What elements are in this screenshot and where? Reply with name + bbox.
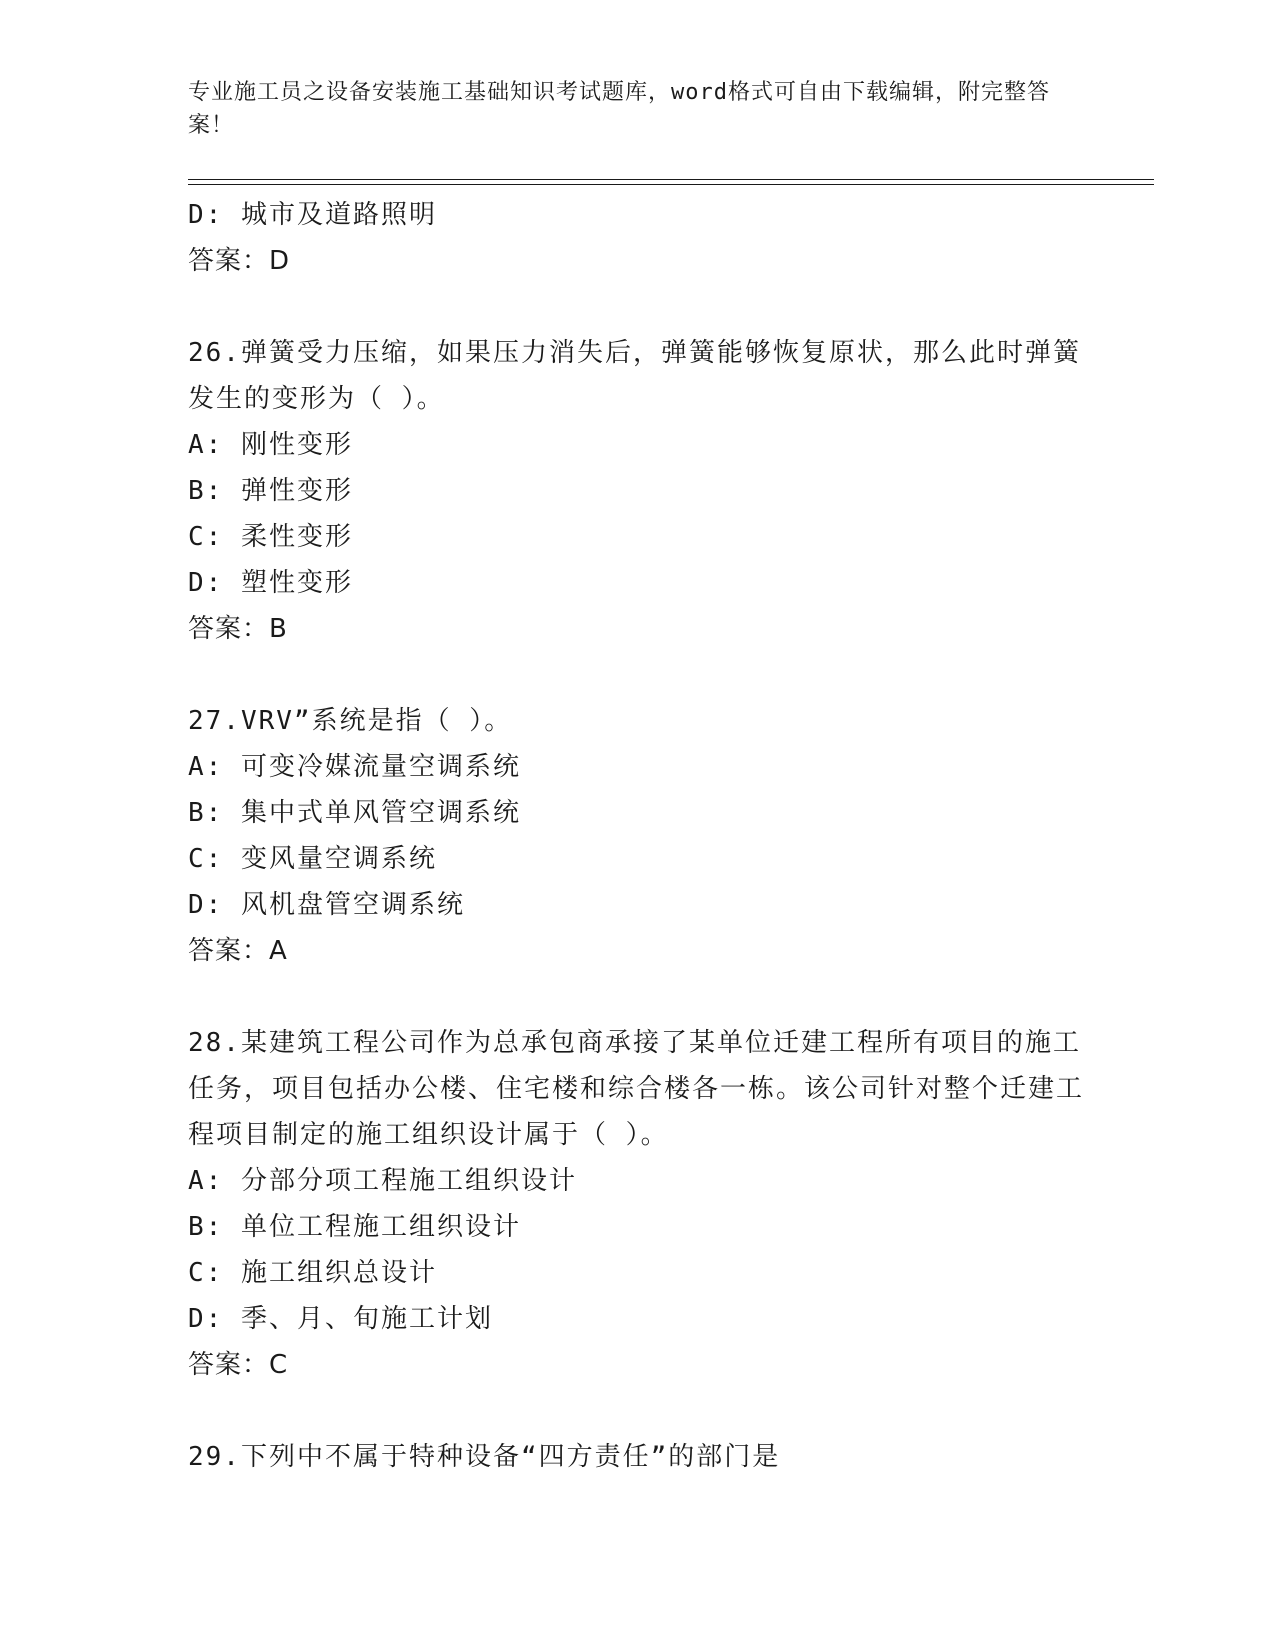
question-stem: 29.下列中不属于特种设备“四方责任”的部门是 bbox=[188, 1442, 781, 1472]
question-stem: 26.弹簧受力压缩，如果压力消失后，弹簧能够恢复原状，那么此时弹簧发生的变形为（ ）。 bbox=[188, 338, 1081, 414]
question-list bbox=[188, 192, 1088, 1480]
question-item bbox=[188, 1020, 1088, 1388]
answer-line: 答案：B bbox=[188, 614, 288, 644]
spacer bbox=[188, 284, 1088, 330]
option-c: C: 变风量空调系统 bbox=[188, 844, 437, 874]
option-a: A: 可变冷媒流量空调系统 bbox=[188, 752, 521, 782]
question-item bbox=[188, 1434, 1088, 1480]
question-item bbox=[188, 330, 1088, 652]
document-header: 专业施工员之设备安装施工基础知识考试题库，word格式可自由下载编辑，附完整答案！ bbox=[188, 80, 1050, 138]
option-d: D: 风机盘管空调系统 bbox=[188, 890, 465, 920]
option-b: B: 弹性变形 bbox=[188, 476, 353, 506]
header-divider-bottom bbox=[188, 184, 1154, 185]
question-stem: 27.VRV”系统是指（ ）。 bbox=[188, 706, 513, 736]
answer-line: 答案：C bbox=[188, 1350, 289, 1380]
answer-line: 答案：D bbox=[188, 246, 291, 276]
answer-line: 答案：A bbox=[188, 936, 288, 966]
option-d: D: 塑性变形 bbox=[188, 568, 353, 598]
option-d: D: 季、月、旬施工计划 bbox=[188, 1304, 493, 1334]
option-c: C: 施工组织总设计 bbox=[188, 1258, 437, 1288]
question-stem: 28.某建筑工程公司作为总承包商承接了某单位迁建工程所有项目的施工任务，项目包括办公楼、住宅楼和综合楼各一栋。该公司针对整个迁建工程项目制定的施工组织设计属于（ ）。 bbox=[188, 1028, 1085, 1150]
option-b: B: 集中式单风管空调系统 bbox=[188, 798, 521, 828]
option-a: A: 刚性变形 bbox=[188, 430, 353, 460]
question-item bbox=[188, 698, 1088, 974]
option-d: D: 城市及道路照明 bbox=[188, 200, 437, 230]
option-b: B: 单位工程施工组织设计 bbox=[188, 1212, 521, 1242]
header-divider-top bbox=[188, 179, 1154, 180]
spacer bbox=[188, 1388, 1088, 1434]
option-c: C: 柔性变形 bbox=[188, 522, 353, 552]
spacer bbox=[188, 652, 1088, 698]
option-a: A: 分部分项工程施工组织设计 bbox=[188, 1166, 577, 1196]
spacer bbox=[188, 974, 1088, 1020]
